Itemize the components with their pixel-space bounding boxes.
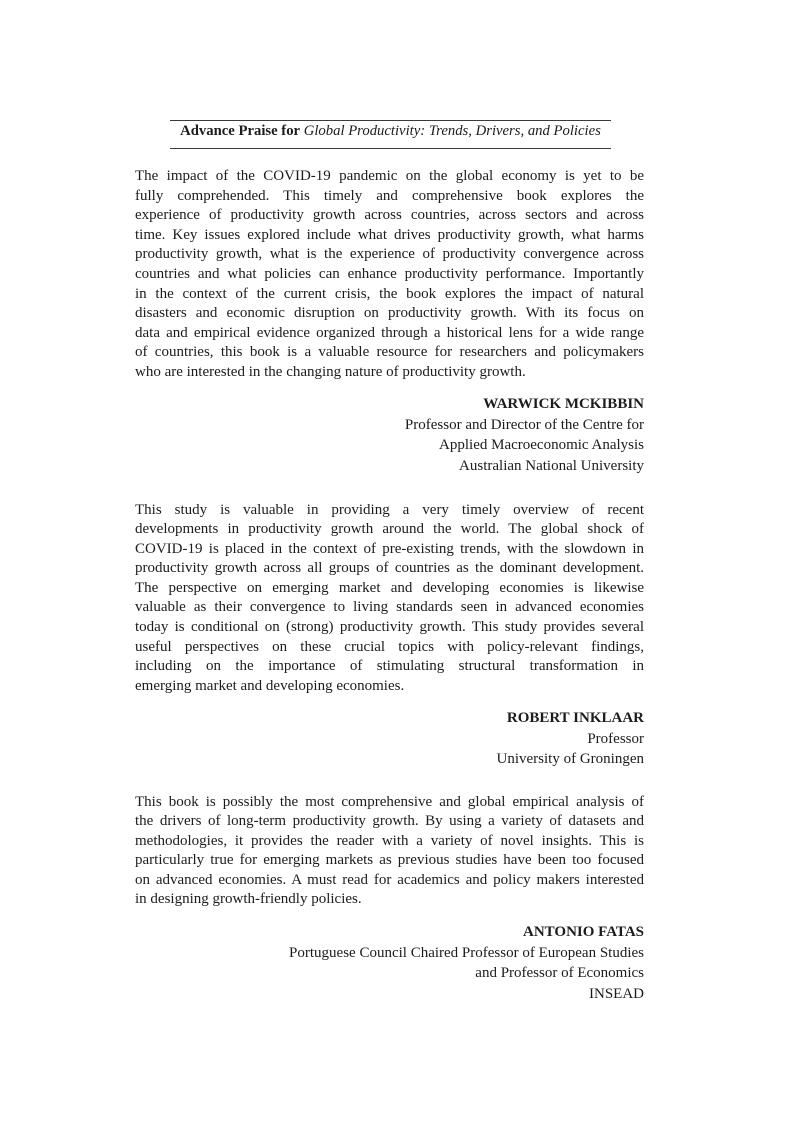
quote-line: emerging market and developing economies.	[135, 677, 405, 694]
endorser-affiliation-line: University of Groningen	[496, 751, 644, 767]
quote-line: fully comprehended. This timely and comprehensive book explores the	[135, 187, 644, 204]
endorser-name: ROBERT INKLAAR	[506, 710, 644, 726]
quote-line: time. Key issues explored include what drives productivity growth, what harms	[135, 226, 644, 243]
praise-header	[170, 120, 611, 149]
quote-line: of countries, this book is a valuable resource for researchers and policymakers	[135, 344, 644, 361]
quote-line: The impact of the COVID-19 pandemic on the global economy is yet to be	[135, 168, 644, 184]
quote-line: including on the importance of stimulating structural transformation in	[135, 658, 644, 675]
quote-line: who are interested in the changing nature of productivity growth.	[135, 363, 526, 380]
quote-line: data and empirical evidence organized through a historical lens for a wide range	[135, 324, 644, 341]
quote-line: This study is valuable in providing a very timely overview of recent	[135, 501, 644, 518]
endorser-affiliation-line: INSEAD	[589, 985, 644, 1002]
endorser-name: ANTONIO FATAS	[523, 924, 644, 940]
quote-line: disasters and economic disruption on productivity growth. With its focus on	[135, 305, 644, 322]
endorsement-quote-mckibbin	[135, 167, 644, 383]
endorser-attribution-inklaar	[135, 708, 644, 770]
quote-line: experience of productivity growth across countries, across sectors and across	[135, 207, 644, 224]
quote-line: today is conditional on (strong) productivity growth. This study provides several	[135, 619, 644, 636]
endorser-affiliation-line: Applied Macroeconomic Analysis	[439, 437, 644, 453]
praise-header-prefix: Advance Praise for	[180, 123, 301, 139]
quote-line: in designing growth-friendly policies.	[135, 891, 362, 908]
quote-line: on advanced economies. A must read for academics and policy makers interested	[135, 871, 644, 888]
quote-line: COVID-19 is placed in the context of pre-existing trends, with the slowdown in	[135, 540, 644, 557]
endorser-affiliation-line: and Professor of Economics	[475, 965, 644, 981]
quote-line: developments in productivity growth around the world. The global shock of	[135, 521, 644, 538]
endorser-affiliation-line: Professor and Director of the Centre for	[404, 416, 644, 433]
quote-line: useful perspectives on these crucial topics with policy-relevant findings,	[135, 638, 644, 655]
quote-line: The perspective on emerging market and developing economies is likewise	[135, 579, 644, 596]
quote-line: countries and what policies can enhance productivity performance. Importantly	[135, 265, 644, 282]
quote-line: methodologies, it provides the reader with a variety of novel insights. This is	[135, 832, 644, 849]
quote-line: productivity growth, what is the experience of productivity convergence across	[135, 246, 644, 263]
endorsement-quote-fatas	[135, 793, 644, 911]
quote-line: productivity growth across all groups of countries as the dominant development.	[135, 560, 644, 577]
quote-line: valuable as their convergence to living standards seen in advanced economies	[135, 599, 644, 616]
endorser-attribution-mckibbin	[135, 394, 644, 476]
endorser-affiliation-line: Portuguese Council Chaired Professor of European Studies	[289, 944, 644, 961]
endorsement-quote-inklaar	[135, 501, 644, 697]
book-title: Global Productivity: Trends, Drivers, and Policies	[303, 123, 601, 139]
quote-line: This book is possibly the most comprehensive and global empirical analysis of	[135, 793, 644, 810]
quote-line: the drivers of long-term productivity growth. By using a variety of datasets and	[135, 813, 644, 830]
endorser-affiliation-line: Australian National University	[459, 457, 644, 474]
quote-line: in the context of the current crisis, the book explores the impact of natural	[135, 285, 644, 302]
quote-line: particularly true for emerging markets as previous studies have been too focused	[135, 852, 644, 869]
endorser-name: WARWICK MCKIBBIN	[483, 396, 644, 412]
endorser-affiliation-line: Professor	[587, 730, 644, 747]
endorser-attribution-fatas	[135, 922, 644, 1004]
